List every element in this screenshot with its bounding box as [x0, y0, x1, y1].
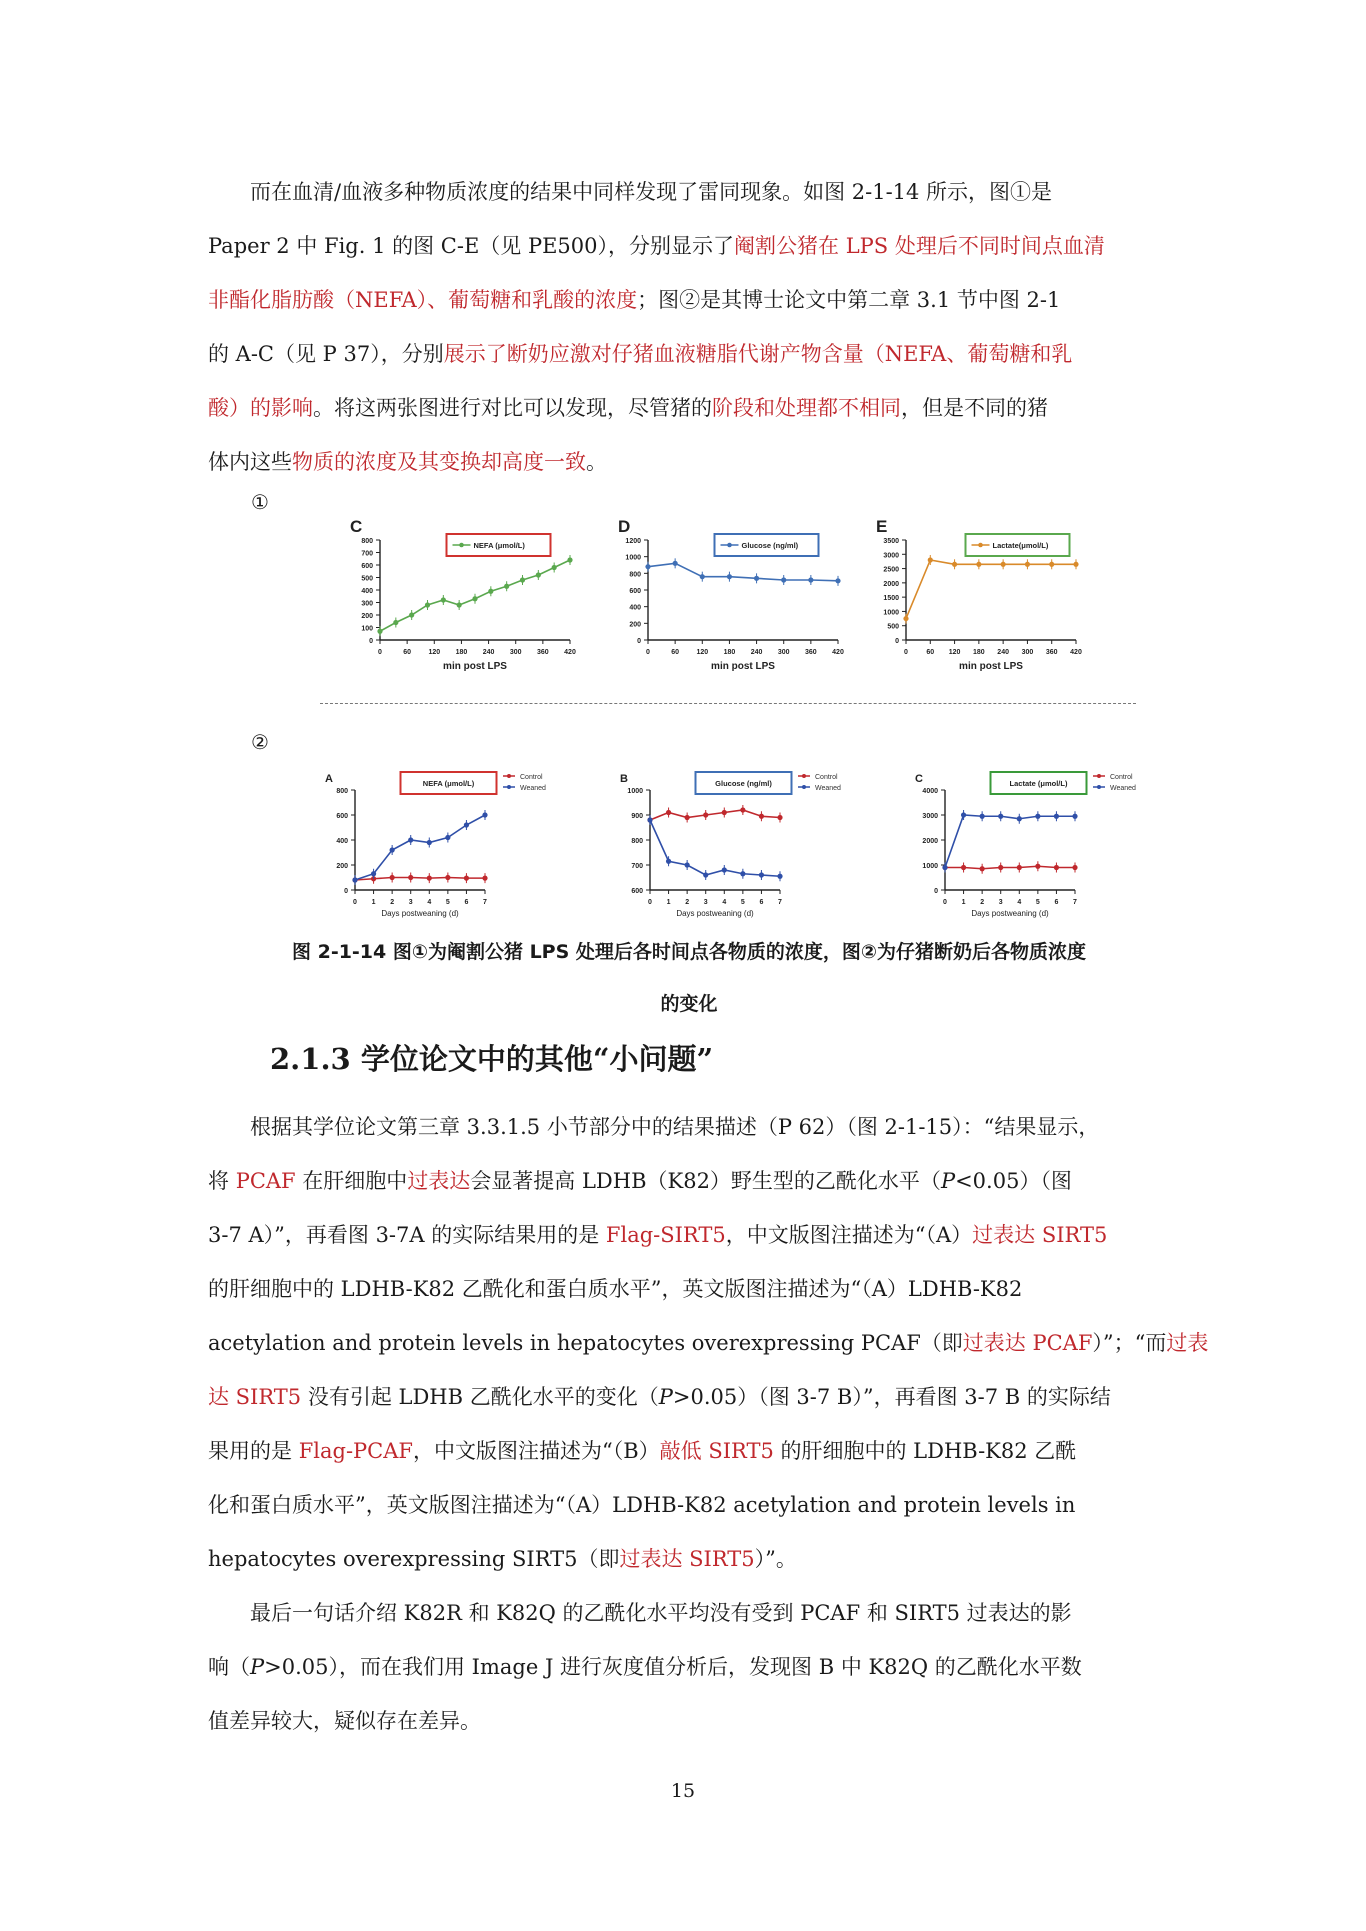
paragraph-3: [208, 1586, 1170, 1748]
highlighted-text: 过表达 PCAF: [962, 1331, 1093, 1355]
text-run: acetylation and protein levels in hepatocytes overexpressing PCAF（即: [208, 1331, 963, 1355]
data-point: [903, 616, 908, 621]
data-point: [942, 865, 947, 870]
text-run: 的肝细胞中的 LDHB-K82 乙酰: [773, 1439, 1077, 1463]
caption-line-2: 的变化: [660, 993, 718, 1015]
x-tick-label: 2: [390, 899, 395, 906]
legend-marker: [727, 543, 732, 548]
panel-letter: C: [350, 517, 363, 536]
y-tick-label: 600: [336, 813, 348, 820]
data-point: [1054, 814, 1059, 819]
data-point: [666, 810, 671, 815]
legend-marker: [978, 543, 983, 548]
text-run: hepatocytes overexpressing SIRT5（即: [208, 1547, 620, 1571]
highlighted-text: 非酯化脂肪酸（NEFA）、葡萄糖和乳酸的浓度: [208, 288, 638, 312]
data-point: [976, 562, 981, 567]
y-tick-label: 900: [631, 813, 643, 820]
x-tick-label: 6: [1054, 899, 1059, 906]
data-point: [808, 577, 813, 582]
y-tick-label: 500: [361, 575, 373, 583]
data-point: [647, 817, 652, 822]
data-point: [645, 564, 650, 569]
x-tick-label: 360: [1045, 649, 1058, 656]
data-point: [1035, 814, 1040, 819]
y-tick-label: 300: [361, 600, 373, 608]
para2-line: [208, 1478, 1170, 1532]
highlighted-text: 展示了断奶应激对仔猪血液糖脂代谢产物含量（NEFA、葡萄糖和乳: [443, 342, 1073, 366]
data-point: [722, 810, 727, 815]
highlighted-text: PCAF: [235, 1169, 296, 1193]
data-point: [371, 871, 376, 876]
data-point: [740, 807, 745, 812]
x-tick-label: 2: [980, 899, 985, 906]
y-tick-label: 0: [934, 888, 938, 895]
key-marker: [507, 774, 511, 778]
x-tick-label: 7: [483, 899, 487, 906]
y-tick-label: 800: [361, 538, 373, 545]
x-axis-label: Days postweaning (d): [381, 909, 459, 918]
data-point: [1025, 562, 1030, 567]
data-point: [777, 815, 782, 820]
data-point: [390, 875, 395, 880]
x-tick-label: 7: [1073, 899, 1077, 906]
x-axis-label: min post LPS: [959, 661, 1023, 672]
data-point: [928, 557, 933, 562]
text-run: 根据其学位论文第三章 3.3.1.5 小节部分中的结果描述（P 62）（图 2-1-15）：“结果显示，: [250, 1115, 1100, 1139]
data-point: [464, 822, 469, 827]
para3-line: [208, 1640, 1170, 1694]
y-tick-label: 0: [344, 888, 348, 895]
panel-letter: D: [618, 517, 631, 536]
data-point: [504, 584, 509, 589]
series-line: [906, 560, 1076, 619]
data-point: [408, 875, 413, 880]
data-point: [552, 565, 557, 570]
legend-label: Glucose (ng/ml): [741, 541, 799, 550]
x-tick-label: 300: [777, 649, 790, 656]
x-tick-label: 1: [666, 899, 671, 906]
para2-line: [208, 1316, 1209, 1370]
data-point: [685, 815, 690, 820]
x-tick-label: 4: [427, 899, 432, 906]
x-tick-label: 420: [1070, 649, 1082, 656]
highlighted-text: Flag-PCAF: [298, 1439, 413, 1463]
section-heading: 2.1.3 学位论文中的其他“小问题”: [270, 1042, 714, 1076]
highlighted-text: 物质的浓度及其变换却高度一致: [292, 450, 586, 474]
para3-line: [208, 1586, 1170, 1640]
para2-line: [208, 1424, 1170, 1478]
y-tick-label: 0: [895, 638, 899, 645]
x-tick-label: 360: [537, 649, 549, 656]
legend-label: NEFA (μmol/L): [473, 541, 525, 550]
y-tick-label: 700: [631, 863, 643, 870]
x-tick-label: 60: [926, 649, 935, 656]
x-axis-label: Days postweaning (d): [676, 909, 754, 918]
panel-letter: C: [915, 773, 923, 785]
legend-marker: [459, 543, 464, 548]
figure-divider: [320, 703, 1136, 704]
text-run: 。将这两张图进行对比可以发现，尽管猪的: [313, 396, 712, 420]
para1-line: [208, 273, 1170, 327]
x-tick-label: 360: [805, 649, 817, 656]
text-run: Paper 2 中 Fig. 1 的图 C-E（见 PE500），分别显示了: [208, 234, 735, 258]
data-point: [980, 866, 985, 871]
x-tick-label: 0: [353, 899, 357, 906]
x-tick-label: 300: [509, 649, 522, 656]
highlighted-text: 过表达 SIRT5: [972, 1223, 1108, 1247]
x-tick-label: 180: [723, 649, 736, 656]
text-run: 在肝细胞中: [295, 1169, 408, 1193]
text-run: 响（: [208, 1655, 250, 1679]
data-point: [727, 574, 732, 579]
y-tick-label: 600: [361, 563, 373, 570]
x-tick-label: 7: [778, 899, 782, 906]
x-tick-label: 300: [1021, 649, 1034, 656]
data-point: [754, 576, 759, 581]
key-marker: [1097, 774, 1101, 778]
x-tick-label: 180: [455, 649, 468, 656]
x-tick-label: 120: [696, 649, 709, 656]
x-axis-label: min post LPS: [443, 661, 507, 672]
x-tick-label: 120: [948, 649, 961, 656]
data-point: [425, 602, 430, 607]
para3-line: [208, 1694, 1170, 1748]
y-tick-label: 800: [629, 571, 641, 579]
key-marker: [1097, 785, 1101, 789]
highlighted-text: 阉割公猪在 LPS 处理后不同时间点血清: [734, 234, 1105, 258]
data-point: [408, 837, 413, 842]
highlighted-text: Flag-SIRT5: [605, 1223, 726, 1247]
para1-line: [208, 327, 1170, 381]
x-tick-label: 2: [685, 899, 690, 906]
figure-marker-2: ②: [251, 730, 269, 754]
panel-letter: A: [325, 773, 333, 785]
y-tick-label: 100: [361, 625, 373, 633]
data-point: [1001, 562, 1006, 567]
data-point: [536, 572, 541, 577]
para1-line: [208, 219, 1170, 273]
y-tick-label: 400: [336, 838, 348, 845]
data-point: [1017, 865, 1022, 870]
key-label: Weaned: [520, 785, 546, 792]
data-point: [952, 562, 957, 567]
text-run: 值差异较大，疑似存在差异。: [208, 1709, 481, 1733]
para1-line: [208, 165, 1170, 219]
x-tick-label: 4: [722, 899, 727, 906]
x-tick-label: 420: [832, 649, 844, 656]
x-tick-label: 0: [943, 899, 947, 906]
data-point: [445, 835, 450, 840]
y-tick-label: 800: [631, 838, 643, 845]
key-label: Control: [1110, 774, 1133, 781]
text-run: ）”。: [754, 1547, 797, 1571]
highlighted-text: 过表: [1166, 1331, 1209, 1355]
panel-letter: B: [620, 773, 628, 785]
para2-line: [208, 1100, 1170, 1154]
text-run: >0.05）（图 3-7 B）”，再看图 3-7 B 的实际结: [672, 1385, 1111, 1409]
legend-label: Lactate (μmol/L): [1009, 779, 1068, 788]
data-point: [441, 597, 446, 602]
data-point: [390, 847, 395, 852]
data-point: [961, 812, 966, 817]
data-point: [835, 578, 840, 583]
data-point: [352, 877, 357, 882]
data-point: [1072, 814, 1077, 819]
x-tick-label: 240: [482, 649, 495, 656]
data-point: [377, 629, 382, 634]
text-run: ）”；“而: [1092, 1331, 1167, 1355]
x-tick-label: 1: [961, 899, 966, 906]
text-run: 会显著提高 LDHB（K82）野生型的乙酰化水平（: [470, 1169, 941, 1193]
text-run: <0.05）（图: [955, 1169, 1072, 1193]
data-point: [409, 612, 414, 617]
y-tick-label: 2000: [883, 580, 899, 588]
data-point: [1017, 816, 1022, 821]
text-run: 的肝细胞中的 LDHB-K82 乙酰化和蛋白质水平”，英文版图注描述为“（A）LDHB-K82: [208, 1277, 1023, 1301]
data-point: [427, 876, 432, 881]
legend-label: NEFA (μmol/L): [422, 779, 475, 788]
legend-label: Glucose (ng/ml): [715, 779, 772, 788]
highlighted-text: 达 SIRT5: [208, 1385, 302, 1409]
x-tick-label: 0: [648, 899, 652, 906]
y-tick-label: 200: [629, 621, 641, 629]
highlighted-text: 阶段和处理都不相同: [712, 396, 901, 420]
key-marker: [802, 785, 806, 789]
data-point: [759, 872, 764, 877]
series-line: [945, 815, 1075, 868]
data-point: [722, 867, 727, 872]
data-point: [445, 875, 450, 880]
text-run: P: [940, 1169, 956, 1193]
data-point: [740, 871, 745, 876]
text-run: >0.05），而在我们用 Image J 进行灰度值分析后，发现图 B 中 K82Q 的乙酰化水平数: [264, 1655, 1082, 1679]
data-point: [666, 859, 671, 864]
panel-letter: E: [876, 517, 888, 536]
x-tick-label: 0: [646, 649, 650, 656]
data-point: [1035, 864, 1040, 869]
para2-line: [208, 1262, 1170, 1316]
x-tick-label: 3: [998, 899, 1003, 906]
y-tick-label: 1200: [625, 538, 641, 545]
x-tick-label: 60: [671, 649, 680, 656]
data-point: [998, 814, 1003, 819]
y-tick-label: 700: [361, 550, 373, 558]
data-point: [482, 812, 487, 817]
data-point: [998, 865, 1003, 870]
data-point: [673, 561, 678, 566]
data-point: [703, 872, 708, 877]
data-point: [1072, 865, 1077, 870]
highlighted-text: 过表达 SIRT5: [619, 1547, 755, 1571]
data-point: [700, 574, 705, 579]
para1-line: [208, 381, 1170, 435]
key-label: Control: [520, 774, 543, 781]
para2-line: [208, 1208, 1170, 1262]
paragraph-2: [208, 1100, 1209, 1586]
data-point: [781, 577, 786, 582]
data-point: [703, 812, 708, 817]
y-tick-label: 3000: [883, 552, 899, 560]
x-tick-label: 3: [408, 899, 413, 906]
y-tick-label: 500: [887, 623, 899, 631]
legend-label: Lactate(μmol/L): [992, 541, 1049, 550]
x-tick-label: 5: [1035, 899, 1040, 906]
text-run: ，中文版图注描述为“（A）: [725, 1223, 973, 1247]
data-point: [759, 814, 764, 819]
y-tick-label: 400: [629, 604, 641, 612]
key-marker: [507, 785, 511, 789]
data-point: [777, 874, 782, 879]
y-tick-label: 1000: [883, 609, 899, 617]
y-tick-label: 200: [336, 863, 348, 870]
y-tick-label: 600: [631, 888, 643, 895]
para2-line: [208, 1154, 1170, 1208]
y-tick-label: 1000: [922, 863, 938, 870]
paragraph-1: [208, 165, 1170, 489]
para2-line: [208, 1532, 1170, 1586]
figure-caption: [208, 926, 1170, 1030]
x-tick-label: 60: [403, 649, 412, 656]
x-tick-label: 1: [371, 899, 376, 906]
x-tick-label: 240: [997, 649, 1009, 656]
key-label: Weaned: [1110, 785, 1136, 792]
text-run: 没有引起 LDHB 乙酰化水平的变化（: [301, 1385, 659, 1409]
text-run: 的 A-C（见 P 37），分别: [208, 342, 444, 366]
data-point: [520, 577, 525, 582]
y-tick-label: 0: [369, 638, 373, 645]
data-point: [427, 840, 432, 845]
data-point: [464, 876, 469, 881]
y-tick-label: 400: [361, 588, 373, 595]
series-line: [650, 820, 780, 876]
data-point: [1073, 562, 1078, 567]
highlighted-text: 过表达: [407, 1169, 471, 1193]
y-tick-label: 1000: [627, 788, 643, 795]
data-point: [457, 602, 462, 607]
y-tick-label: 3000: [922, 813, 938, 820]
highlighted-text: 酸）的影响: [208, 396, 313, 420]
text-run: 体内这些: [208, 450, 292, 474]
figure-charts: [0, 480, 1366, 920]
y-tick-label: 800: [336, 788, 348, 795]
text-run: P: [658, 1385, 673, 1409]
x-tick-label: 6: [759, 899, 764, 906]
highlighted-text: 敲低 SIRT5: [659, 1439, 774, 1463]
text-run: ，中文版图注描述为“（B）: [412, 1439, 660, 1463]
para2-line: [208, 1370, 1170, 1424]
y-tick-label: 200: [361, 613, 373, 620]
x-tick-label: 5: [445, 899, 450, 906]
page-number: 15: [670, 1780, 696, 1802]
x-tick-label: 180: [973, 649, 985, 656]
key-marker: [802, 774, 806, 778]
x-axis-label: min post LPS: [711, 661, 775, 672]
data-point: [980, 814, 985, 819]
text-run: 最后一句话介绍 K82R 和 K82Q 的乙酰化水平均没有受到 PCAF 和 SIRT5 过表达的影: [250, 1601, 1072, 1625]
x-tick-label: 3: [703, 899, 708, 906]
figure-2-1-14: [0, 480, 1366, 920]
key-label: Weaned: [815, 785, 841, 792]
figure-marker-1: ①: [251, 490, 269, 514]
y-tick-label: 4000: [922, 788, 938, 795]
data-point: [393, 620, 398, 625]
caption-line-1: 图 2-1-14 图①为阉割公猪 LPS 处理后各时间点各物质的浓度，图②为仔猪断奶后各物质浓度: [291, 941, 1086, 963]
x-tick-label: 6: [464, 899, 469, 906]
x-tick-label: 4: [1017, 899, 1022, 906]
y-tick-label: 0: [637, 638, 641, 645]
text-run: 化和蛋白质水平”，英文版图注描述为“（A）LDHB-K82 acetylation and protein levels in: [208, 1493, 1076, 1517]
key-label: Control: [815, 774, 838, 781]
y-tick-label: 2500: [883, 566, 899, 574]
data-point: [961, 865, 966, 870]
x-tick-label: 240: [750, 649, 763, 656]
y-tick-label: 1000: [625, 554, 641, 562]
data-point: [1049, 562, 1054, 567]
data-point: [1054, 865, 1059, 870]
text-run: 。: [586, 450, 607, 474]
data-point: [472, 596, 477, 601]
text-run: ；图②是其博士论文中第二章 3.1 节中图 2-1: [637, 288, 1061, 312]
text-run: 将: [208, 1169, 236, 1193]
text-run: P: [250, 1655, 265, 1679]
data-point: [482, 876, 487, 881]
text-run: 而在血清/血液多种物质浓度的结果中同样发现了雷同现象。如图 2-1-14 所示，图①是: [250, 180, 1053, 204]
y-tick-label: 1500: [883, 595, 899, 603]
y-tick-label: 600: [629, 588, 641, 595]
data-point: [488, 589, 493, 594]
text-run: 果用的是: [208, 1439, 299, 1463]
text-run: 3-7 A）”，再看图 3-7A 的实际结果用的是: [208, 1223, 606, 1247]
x-tick-label: 0: [378, 649, 382, 656]
data-point: [685, 862, 690, 867]
x-axis-label: Days postweaning (d): [971, 909, 1049, 918]
x-tick-label: 0: [904, 649, 908, 656]
x-tick-label: 5: [740, 899, 745, 906]
y-tick-label: 3500: [883, 538, 899, 545]
x-tick-label: 420: [564, 649, 576, 656]
text-run: ，但是不同的猪: [901, 396, 1048, 420]
x-tick-label: 120: [428, 649, 441, 656]
data-point: [567, 557, 572, 562]
y-tick-label: 2000: [922, 838, 938, 845]
